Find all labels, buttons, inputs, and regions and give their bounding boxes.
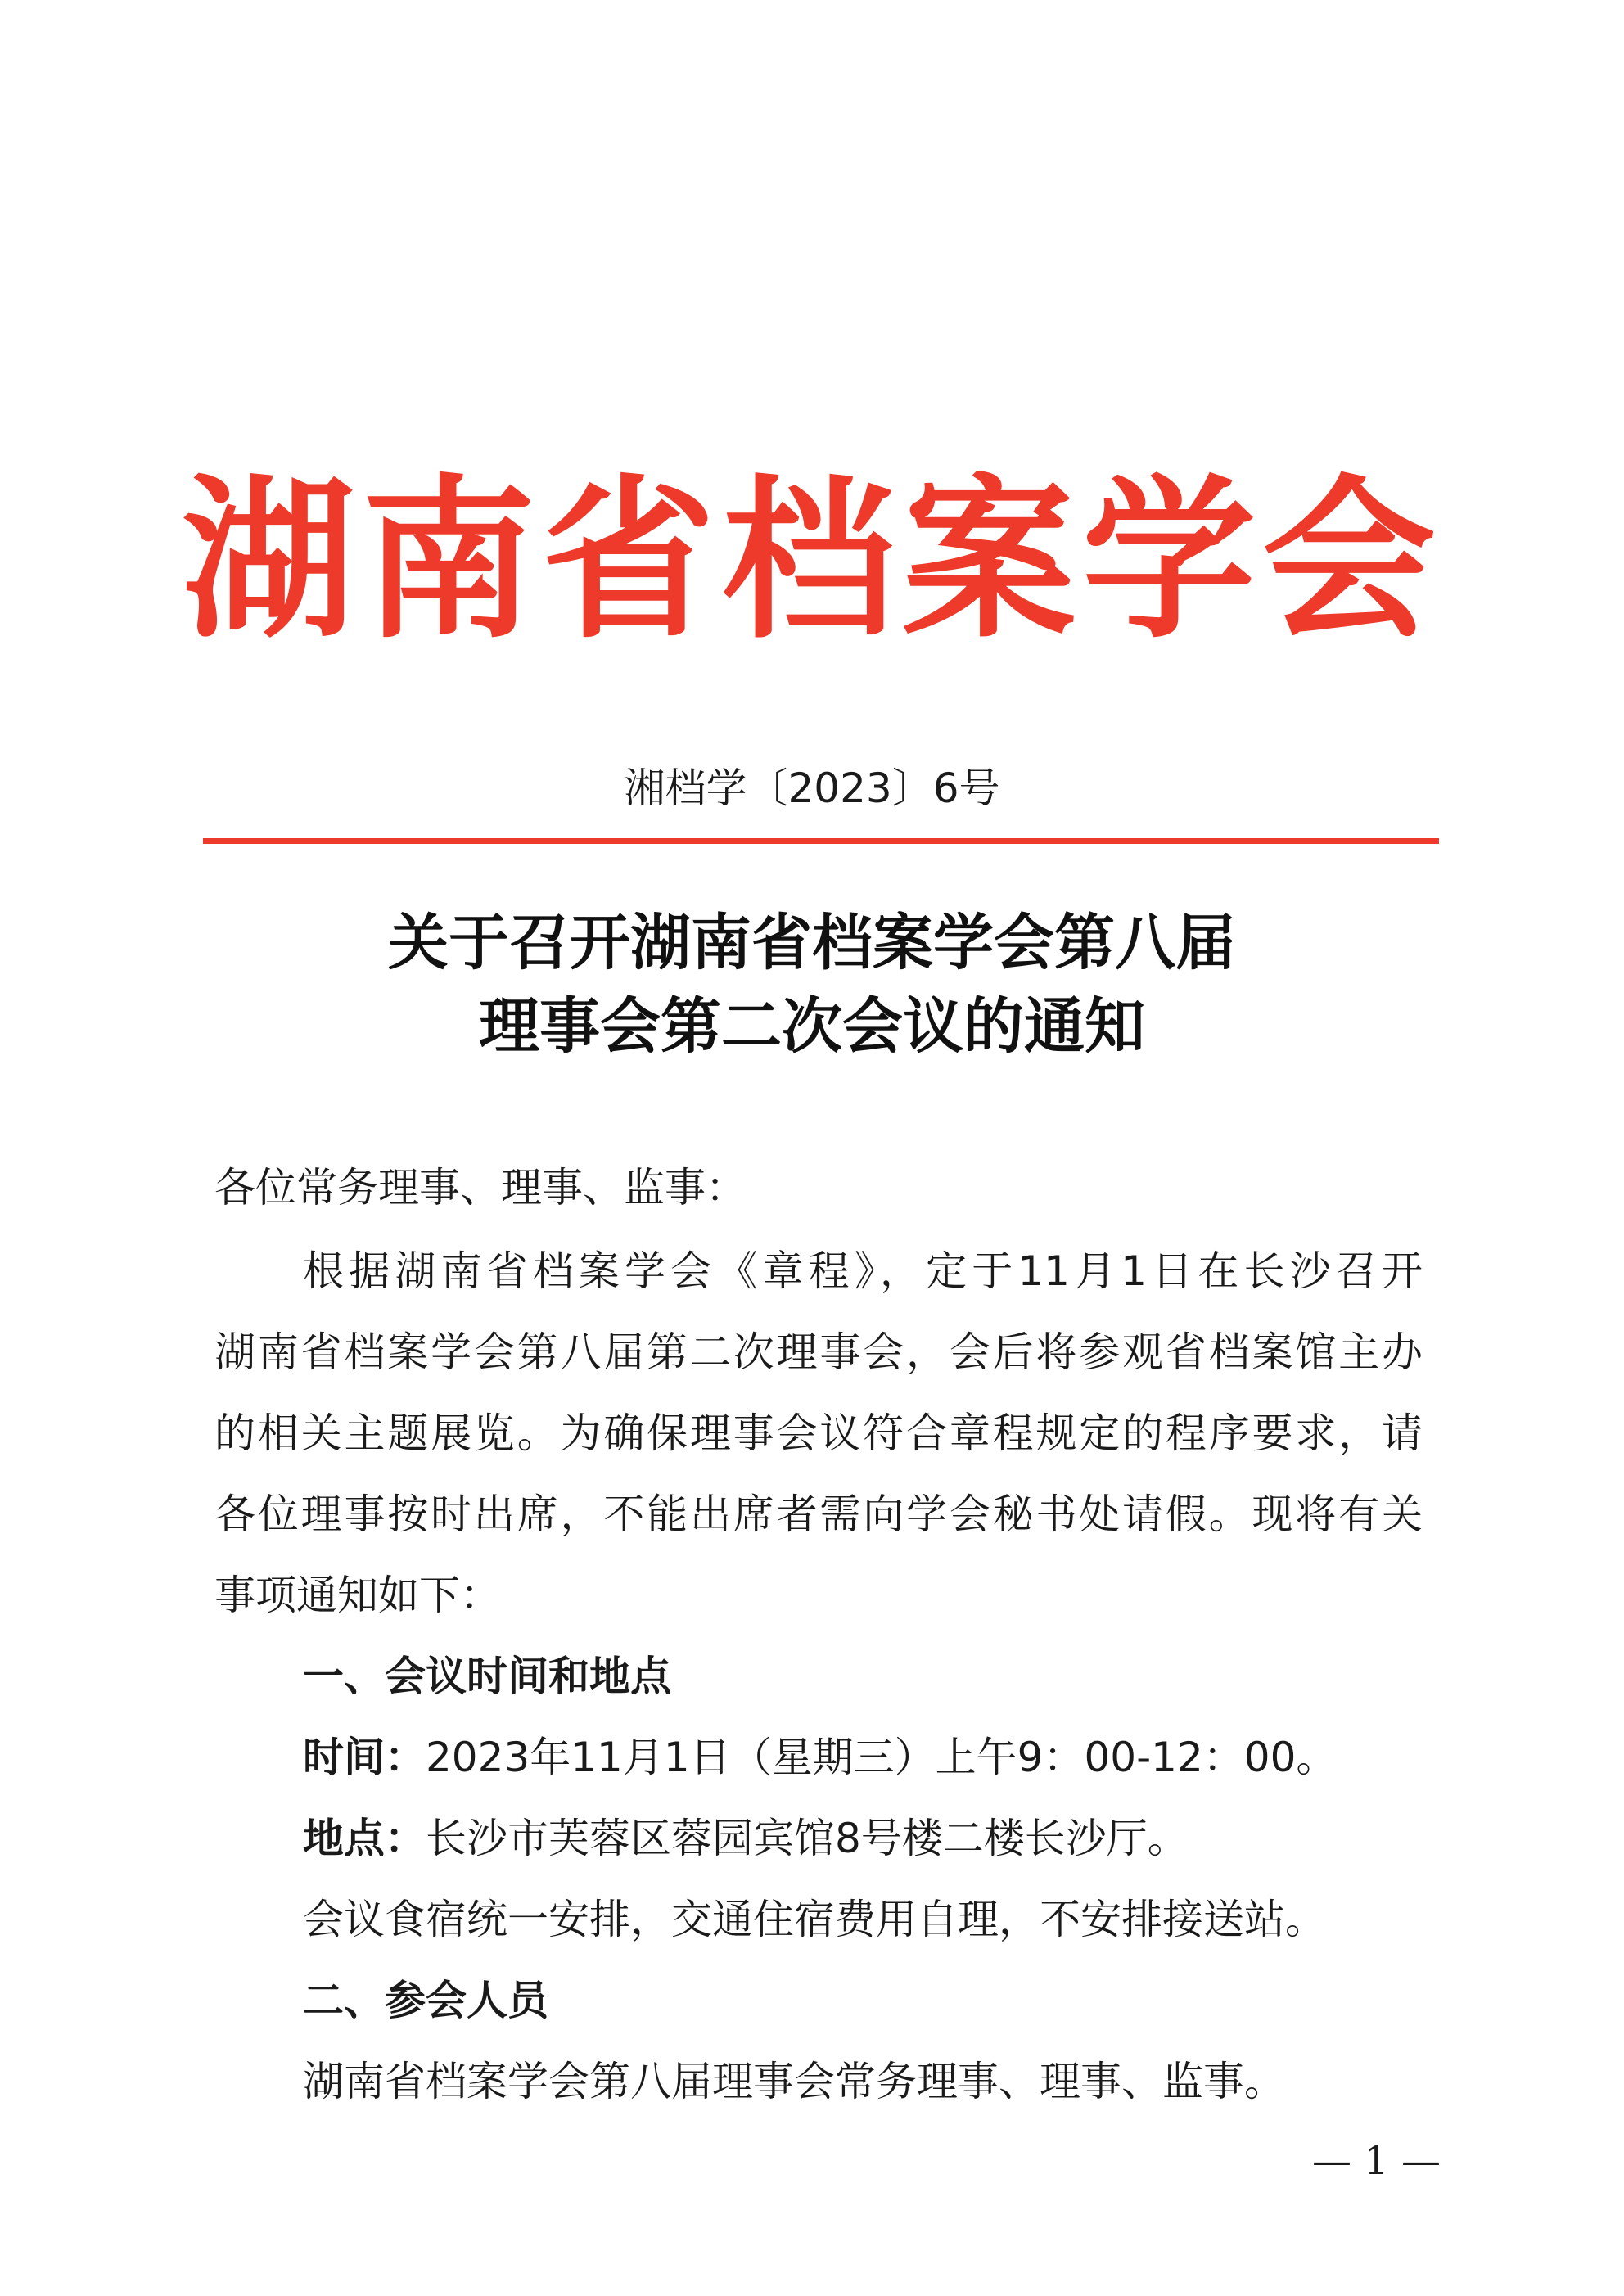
place-label: 地点： [303, 1815, 426, 1862]
time-value: 2023年11月1日（星期三）上午9：00-12：00。 [426, 1734, 1338, 1781]
page-number: — 1 — [1311, 2138, 1441, 2184]
org-header: 湖南省档案学会 [182, 459, 1442, 661]
salutation: 各位常务理事、理事、监事： [214, 1164, 747, 1211]
document-number: 湘档学〔2023〕6号 [624, 765, 1000, 812]
meeting-time-row [303, 1729, 1337, 1786]
intro-paragraph-line: 各位理事按时出席，不能出席者需向学会秘书处请假。现将有关 [214, 1491, 1423, 1538]
logistics-note: 会议食宿统一安排，交通住宿费用自理，不安排接送站。 [303, 1896, 1326, 1943]
intro-paragraph-line: 根据湖南省档案学会《章程》，定于11月1日在长沙召开 [303, 1247, 1423, 1295]
document-title-line-2: 理事会第二次会议的通知 [479, 991, 1145, 1062]
intro-paragraph-line: 湖南省档案学会第八届第二次理事会，会后将参观省档案馆主办 [214, 1328, 1423, 1376]
section-heading-attendees: 二、参会人员 [303, 1977, 548, 2024]
section-heading-meeting-time-place: 一、会议时间和地点 [303, 1653, 671, 1700]
place-value: 长沙市芙蓉区蓉园宾馆8号楼二楼长沙厅。 [426, 1815, 1189, 1862]
attendees-content: 湖南省档案学会第八届理事会常务理事、理事、监事。 [303, 2058, 1285, 2105]
intro-paragraph-line: 事项通知如下： [214, 1572, 501, 1619]
red-divider-line [203, 838, 1439, 844]
intro-paragraph-line: 的相关主题展览。为确保理事会议符合章程规定的程序要求，请 [214, 1410, 1423, 1457]
document-title-line-1: 关于召开湖南省档案学会第八届 [388, 908, 1236, 978]
meeting-place-row [303, 1810, 1189, 1867]
time-label: 时间： [303, 1734, 426, 1781]
